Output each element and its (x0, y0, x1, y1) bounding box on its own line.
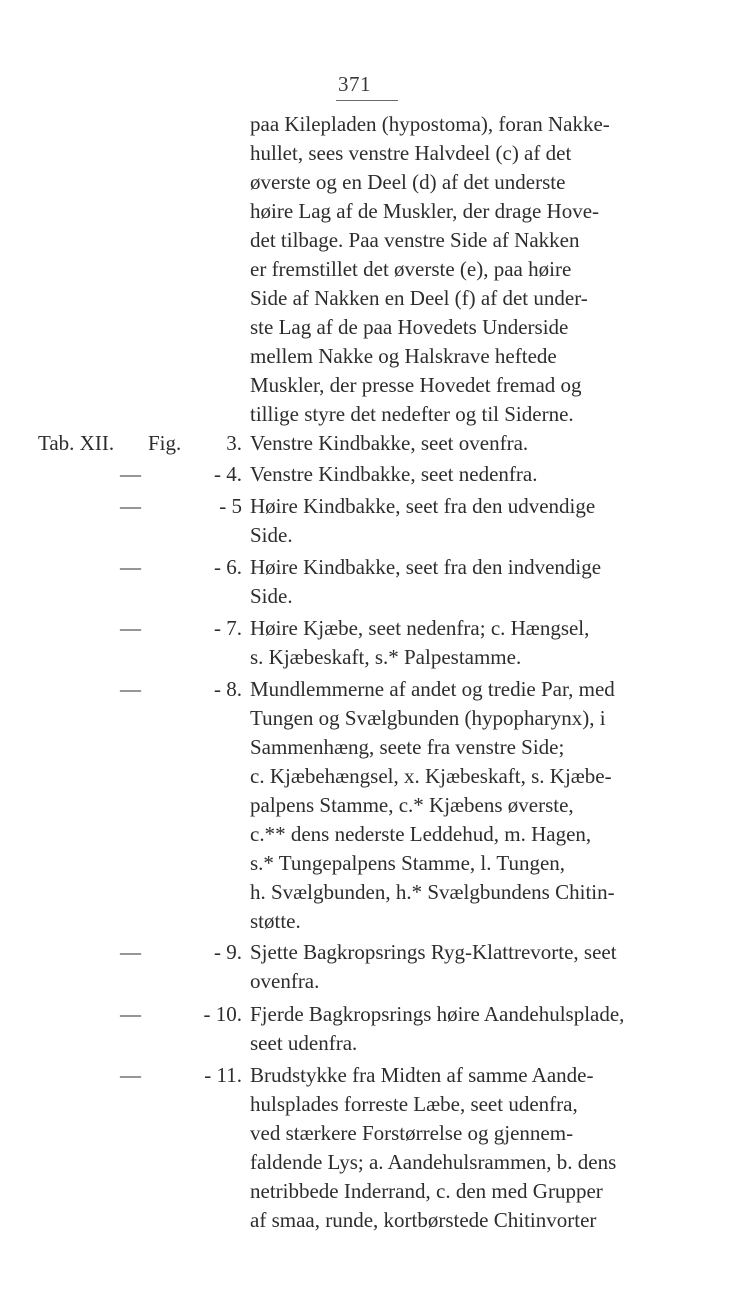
fig-caption (250, 429, 528, 458)
fig-caption-line: Høire Kindbakke, seet fra den udvendige (250, 494, 596, 518)
fig-caption (250, 1061, 616, 1235)
fig-caption-line: Høire Kindbakke, seet fra den indvendige (250, 555, 602, 579)
intro-line: hullet, sees venstre Halvdeel (c) af det (250, 141, 572, 165)
fig-number: 3. (226, 431, 242, 455)
fig-caption-line: netribbede Inderrand, c. den med Grupper (250, 1179, 603, 1203)
fig-caption-line: af smaa, runde, kortbørstede Chitinvorter (250, 1208, 597, 1232)
fig-caption-line: s. Kjæbeskaft, s.* Palpestamme. (250, 645, 522, 669)
ditto-dash: — (120, 1063, 141, 1087)
intro-line: ste Lag af de paa Hovedets Underside (250, 315, 569, 339)
intro-line: Side af Nakken en Deel (f) af det under- (250, 286, 588, 310)
fig-number: - 4. (214, 462, 242, 486)
fig-caption-line: faldende Lys; a. Aandehulsrammen, b. dens (250, 1150, 617, 1174)
fig-caption-line: h. Svælgbunden, h.* Svælgbundens Chitin- (250, 880, 615, 904)
fig-caption-line: støtte. (250, 909, 301, 933)
fig-caption-line: seet udenfra. (250, 1031, 358, 1055)
ditto-dash: — (120, 940, 141, 964)
fig-number: - 8. (214, 677, 242, 701)
fig-caption (250, 1000, 624, 1058)
fig-caption (250, 675, 615, 936)
fig-number: - 5 (219, 494, 242, 518)
fig-caption-line: Mundlemmerne af andet og tredie Par, med (250, 677, 615, 701)
fig-caption (250, 553, 601, 611)
fig-caption-line: palpens Stamme, c.* Kjæbens øverste, (250, 793, 574, 817)
intro-line: det tilbage. Paa venstre Side af Nakken (250, 228, 580, 252)
ditto-dash: — (120, 555, 141, 579)
ditto-dash: — (120, 494, 141, 518)
intro-line: paa Kilepladen (hypostoma), foran Nakke- (250, 112, 610, 136)
fig-caption (250, 492, 595, 550)
intro-line: høire Lag af de Muskler, der drage Hove- (250, 199, 600, 223)
fig-number: - 9. (214, 940, 242, 964)
fig-caption-line: c. Kjæbehængsel, x. Kjæbeskaft, s. Kjæbe- (250, 764, 612, 788)
plate-label: Tab. XII. (38, 431, 115, 455)
fig-caption-line: Side. (250, 523, 293, 547)
intro-line: tillige styre det nedefter og til Siderne. (250, 402, 574, 426)
intro-line: mellem Nakke og Halskrave heftede (250, 344, 557, 368)
fig-prefix: Fig. (148, 431, 182, 455)
ditto-dash: — (120, 677, 141, 701)
fig-caption-line: Brudstykke fra Midten af samme Aande- (250, 1063, 594, 1087)
fig-caption-line: c.** dens nederste Leddehud, m. Hagen, (250, 822, 592, 846)
fig-caption (250, 460, 537, 489)
fig-caption-line: Tungen og Svælgbunden (hypopharynx), i (250, 706, 606, 730)
fig-caption-line: ovenfra. (250, 969, 320, 993)
fig-caption-line: ved stærkere Forstørrelse og gjennem- (250, 1121, 574, 1145)
ditto-dash: — (120, 462, 141, 486)
intro-line: er fremstillet det øverste (e), paa høire (250, 257, 572, 281)
intro-line: Muskler, der presse Hovedet fremad og (250, 373, 582, 397)
fig-number: - 7. (214, 616, 242, 640)
fig-caption-line: s.* Tungepalpens Stamme, l. Tungen, (250, 851, 566, 875)
fig-caption-line: Sjette Bagkropsrings Ryg-Klattrevorte, seet (250, 940, 617, 964)
fig-caption-line: Sammenhæng, seete fra venstre Side; (250, 735, 565, 759)
ditto-dash: — (120, 616, 141, 640)
fig-caption-line: Side. (250, 584, 293, 608)
fig-number: - 10. (203, 1002, 242, 1026)
fig-number: - 6. (214, 555, 242, 579)
ditto-dash: — (120, 1002, 141, 1026)
fig-caption-line: Fjerde Bagkropsrings høire Aandehulsplade, (250, 1002, 625, 1026)
fig-caption-line: Venstre Kindbakke, seet ovenfra. (250, 431, 529, 455)
page-number: 371 (338, 72, 371, 96)
fig-caption-line: hulsplades forreste Læbe, seet udenfra, (250, 1092, 578, 1116)
fig-caption-line: Venstre Kindbakke, seet nedenfra. (250, 462, 538, 486)
fig-number: - 11. (204, 1063, 242, 1087)
fig-caption (250, 614, 589, 672)
intro-line: øverste og en Deel (d) af det underste (250, 170, 566, 194)
fig-caption (250, 938, 617, 996)
fig-caption-line: Høire Kjæbe, seet nedenfra; c. Hængsel, (250, 616, 590, 640)
